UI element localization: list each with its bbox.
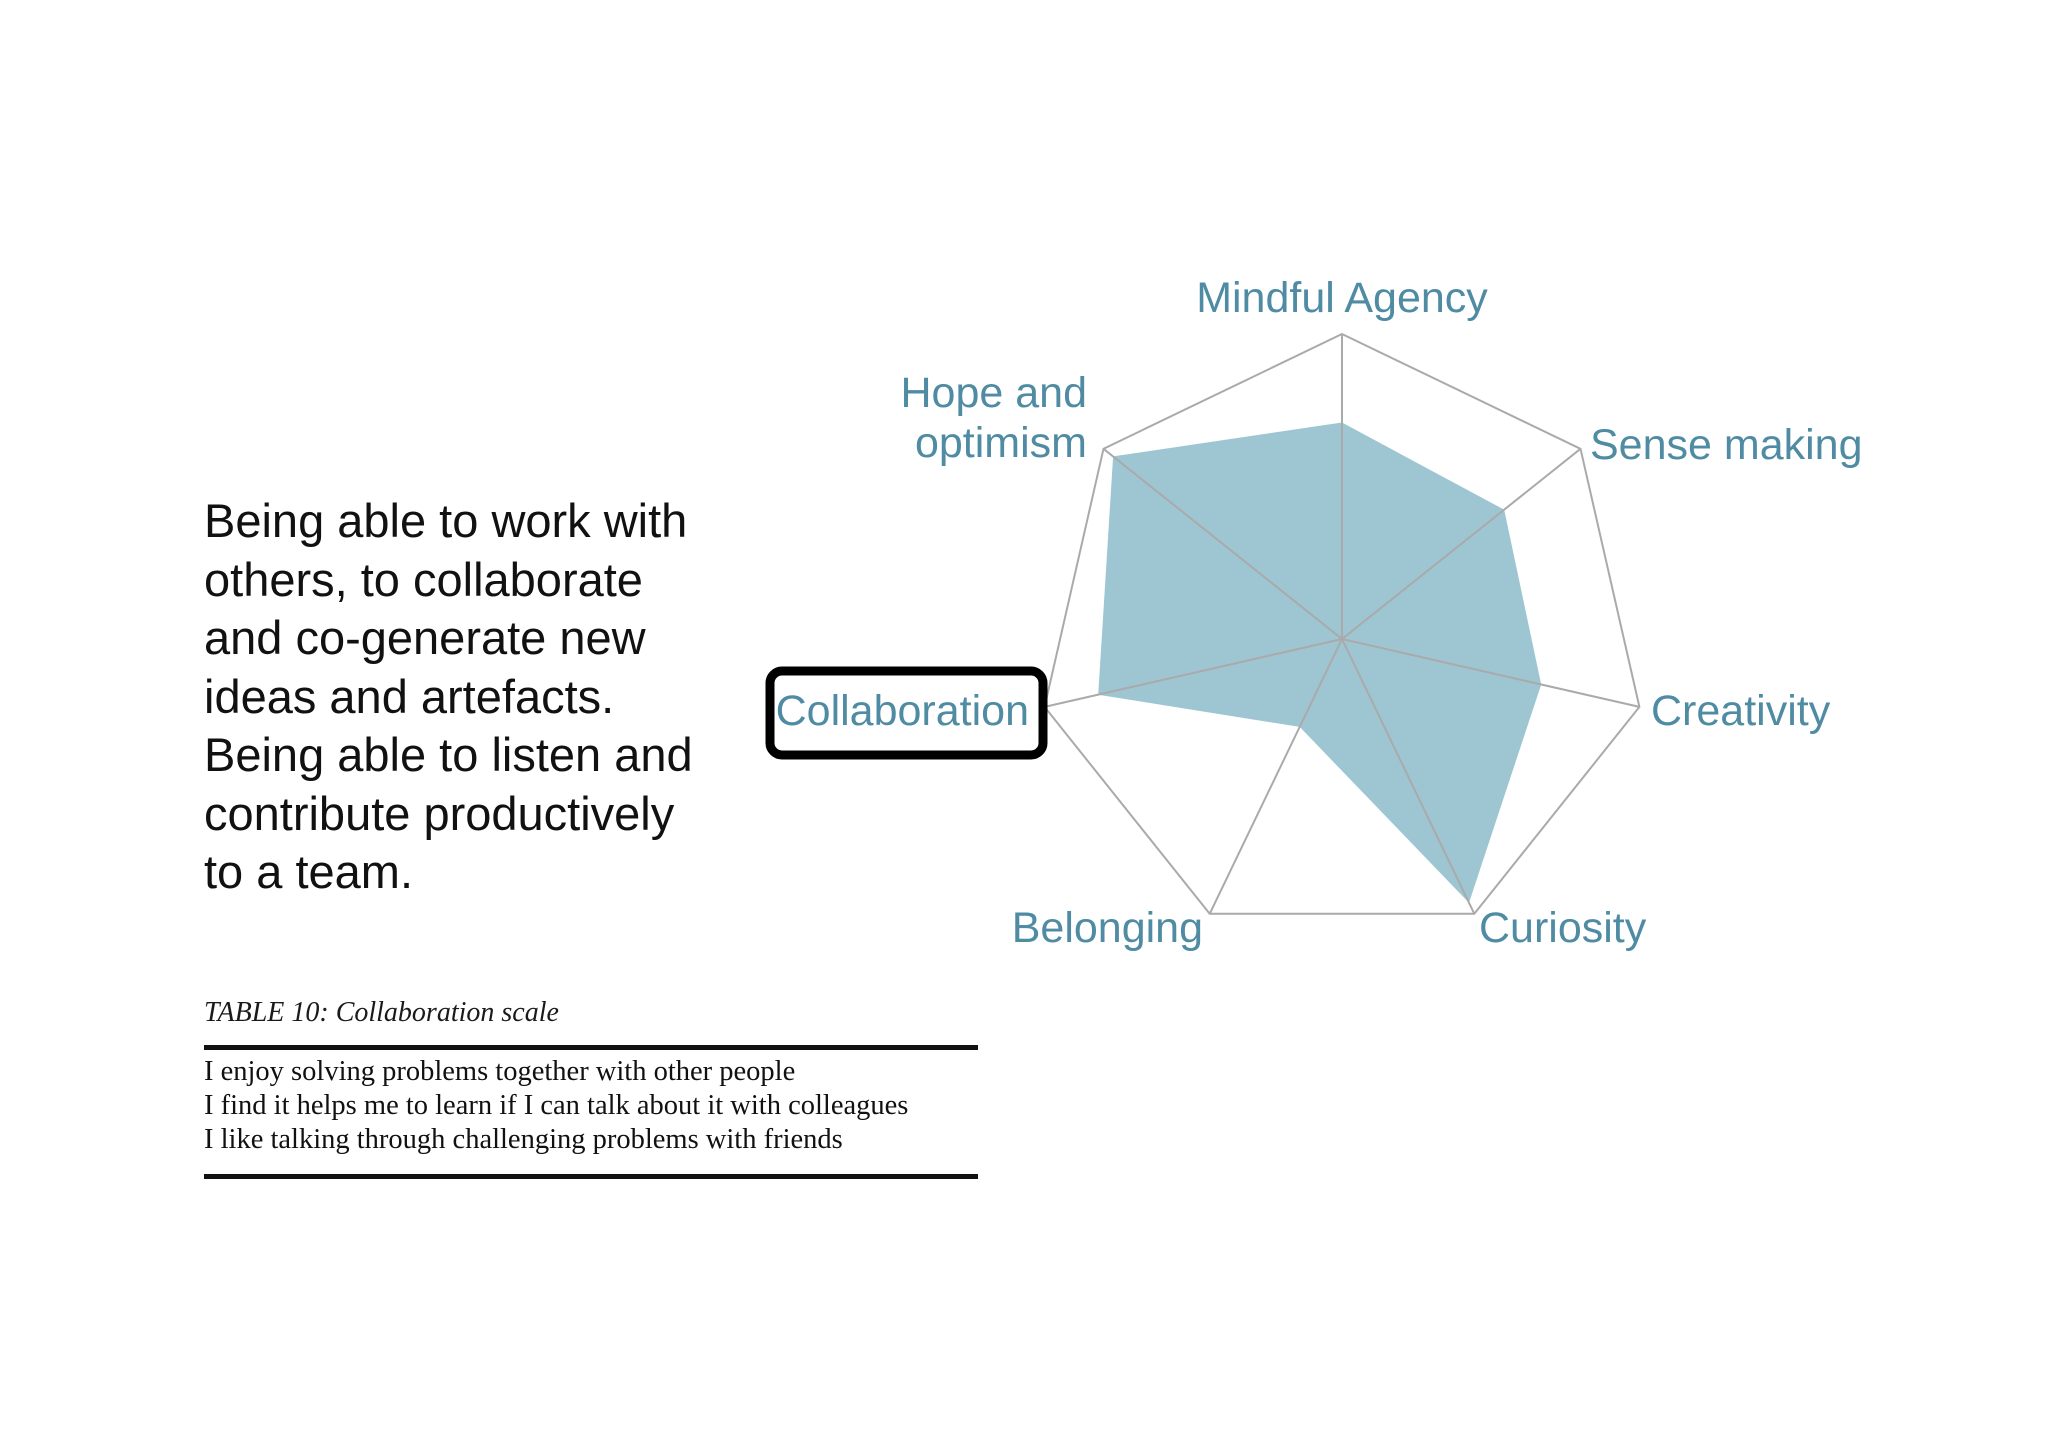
radar-axis-label-line: optimism [914, 419, 1087, 467]
table-row: I enjoy solving problems together with other people [204, 1056, 796, 1087]
radar-axis-label-line: Sense making [1590, 421, 1863, 469]
radar-axis-label [1196, 274, 1488, 322]
description-line: and co-generate new [204, 611, 646, 664]
radar-axis-label [776, 687, 1029, 735]
radar-axis-label-line: Collaboration [775, 687, 1029, 735]
radar-axis-label [1479, 904, 1647, 952]
radar-axis-label-line: Mindful Agency [1196, 274, 1488, 322]
radar-axis-label-line: Belonging [1011, 904, 1203, 952]
table-row: I like talking through challenging problems with friends [204, 1124, 843, 1155]
radar-axis-label [1590, 421, 1863, 469]
description-line: Being able to listen and [204, 728, 693, 781]
description-line: contribute productively [204, 786, 675, 840]
description-line: ideas and artefacts. [204, 669, 615, 723]
table-row: I find it helps me to learn if I can talk about it with colleagues [204, 1090, 909, 1121]
radar-axis-label-line: Hope and [900, 369, 1087, 417]
table-caption: TABLE 10: Collaboration scale [204, 997, 559, 1028]
description-line: Being able to work with [204, 494, 688, 547]
description-line: others, to collaborate [204, 552, 643, 606]
description-line: to a team. [204, 845, 413, 898]
radar-axis-label [1012, 904, 1203, 952]
radar-axis-label-line: Curiosity [1479, 904, 1647, 952]
radar-axis-label-line: Creativity [1651, 687, 1831, 735]
radar-axis-label [901, 369, 1088, 467]
radar-data-area [1098, 423, 1541, 903]
radar-axis-label [1651, 687, 1831, 735]
